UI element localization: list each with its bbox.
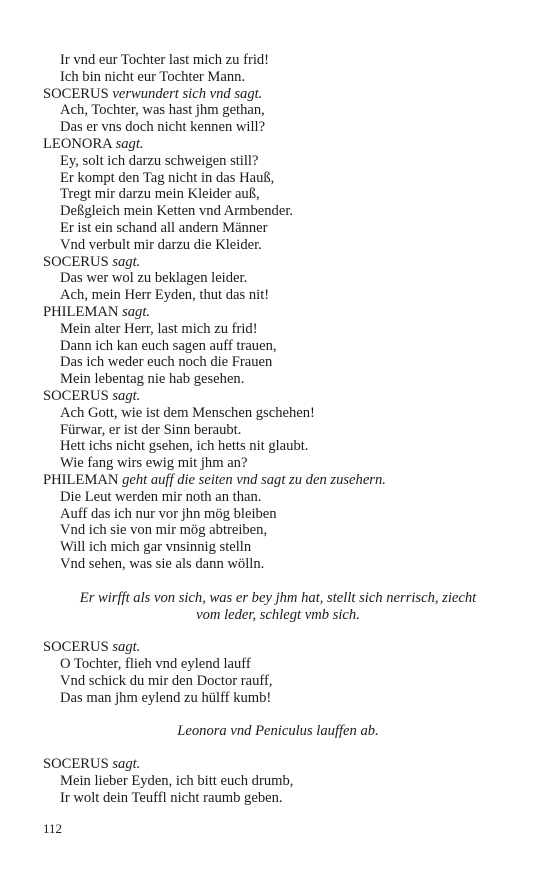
stage-direction-inline: geht auff die seiten vnd sagt zu den zusehern.	[122, 471, 386, 488]
verse-line: Fürwar, er ist der Sinn beraubt.	[60, 421, 242, 438]
speaker-name: SOCERUS	[43, 85, 109, 102]
verse-line: O Tochter, flieh vnd eylend lauff	[60, 656, 251, 673]
stage-direction-inline: sagt.	[112, 253, 141, 270]
verse-line: Ach, Tochter, was hast jhm gethan,	[60, 102, 265, 119]
verse-line: Tregt mir darzu mein Kleider auß,	[60, 186, 260, 203]
stage-direction-block	[43, 723, 513, 740]
stage-direction-inline: verwundert sich vnd sagt.	[112, 85, 263, 102]
speaker-name: SOCERUS	[43, 756, 109, 773]
verse-line: Er ist ein schand all andern Männer	[60, 219, 268, 236]
verse-line: Die Leut werden mir noth an than.	[60, 488, 262, 505]
verse-line: Mein lebentag nie hab gesehen.	[60, 371, 245, 388]
verse-line: Hett ichs nicht gsehen, ich hetts nit glaubt.	[60, 438, 309, 455]
verse-line: Das ich weder euch noch die Frauen	[60, 354, 273, 371]
verse-line: Ach, mein Herr Eyden, thut das nit!	[60, 287, 270, 304]
verse-line: Vnd ich sie von mir mög abtreiben,	[60, 522, 268, 539]
speaker-heading	[43, 86, 513, 103]
verse-line: Dann ich kan euch sagen auff trauen,	[60, 337, 277, 354]
stage-direction-line: vom leder, schlegt vmb sich.	[196, 606, 360, 623]
speaker-name: SOCERUS	[43, 253, 109, 270]
speaker-name: PHILEMAN	[43, 471, 119, 488]
verse-line: Ach Gott, wie ist dem Menschen gschehen!	[60, 404, 315, 421]
page-number: 112	[43, 821, 63, 836]
speaker-heading	[43, 304, 513, 321]
stage-direction-inline: sagt.	[112, 756, 141, 773]
verse-line: Ey, solt ich darzu schweigen still?	[60, 152, 259, 169]
stage-direction-line: Leonora vnd Peniculus lauffen ab.	[177, 723, 379, 740]
verse-line: Vnd sehen, was sie als dann wölln.	[60, 555, 265, 572]
speaker-name: LEONORA	[43, 135, 112, 152]
verse-line: Auff das ich nur vor jhn mög bleiben	[60, 505, 277, 522]
verse-line: Er kompt den Tag nicht in das Hauß,	[60, 169, 275, 186]
speaker-heading	[43, 472, 513, 489]
verse-line: Ich bin nicht eur Tochter Mann.	[60, 68, 246, 85]
verse-line: Das wer wol zu beklagen leider.	[60, 270, 248, 287]
speaker-name: PHILEMAN	[43, 303, 119, 320]
verse-line: Mein lieber Eyden, ich bitt euch drumb,	[60, 773, 294, 790]
page-body	[43, 52, 513, 807]
verse-line: Vnd schick du mir den Doctor rauff,	[60, 672, 273, 689]
stage-direction-block	[43, 590, 513, 624]
verse-line: Vnd verbult mir darzu die Kleider.	[60, 236, 262, 253]
speaker-heading	[43, 756, 513, 773]
stage-direction-inline: sagt.	[115, 135, 144, 152]
stage-direction-inline: sagt.	[112, 387, 141, 404]
stage-direction-inline: sagt.	[112, 639, 141, 656]
speaker-heading	[43, 639, 513, 656]
stage-direction-line: Er wirfft als von sich, was er bey jhm hat, stellt sich nerrisch, ziecht	[79, 589, 477, 606]
verse-line: Will ich mich gar vnsinnig stelln	[60, 539, 252, 556]
verse-line: Mein alter Herr, last mich zu frid!	[60, 320, 258, 337]
verse-line: Das er vns doch nicht kennen will?	[60, 119, 266, 136]
verse-line: Das man jhm eylend zu hülff kumb!	[60, 689, 272, 706]
verse-line: Ir vnd eur Tochter last mich zu frid!	[60, 52, 270, 68]
speaker-heading	[43, 254, 513, 271]
verse-line: Deßgleich mein Ketten vnd Armbender.	[60, 203, 294, 220]
speaker-heading	[43, 388, 513, 405]
verse-line: Ir wolt dein Teuffl nicht raumb geben.	[60, 789, 283, 806]
stage-direction-inline: sagt.	[122, 303, 151, 320]
verse-line: Wie fang wirs ewig mit jhm an?	[60, 455, 248, 472]
speaker-name: SOCERUS	[43, 639, 109, 656]
speaker-heading	[43, 136, 513, 153]
speaker-name: SOCERUS	[43, 387, 109, 404]
